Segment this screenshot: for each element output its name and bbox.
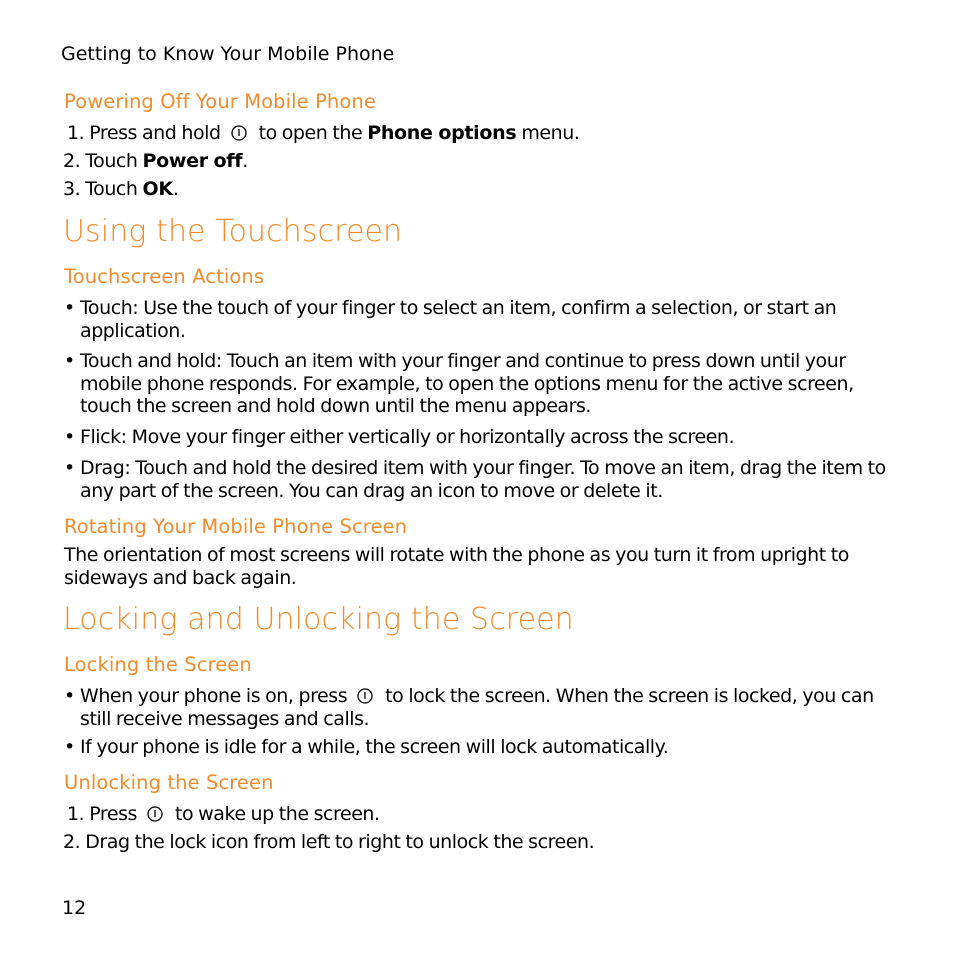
list-item xyxy=(64,457,894,502)
chapter-title-locking: Locking and Unlocking the Screen xyxy=(63,602,574,637)
bullet-text: When your phone is on, press xyxy=(80,685,348,707)
bullet-marker: • xyxy=(64,736,75,758)
bullet-marker: • xyxy=(64,297,75,319)
bullet-text-group xyxy=(80,685,894,730)
step-number: 1. xyxy=(67,122,85,144)
section-heading-unlocking: Unlocking the Screen xyxy=(64,771,274,794)
step-drag-lock-icon xyxy=(63,831,594,854)
bullet-marker: • xyxy=(64,685,75,707)
list-item xyxy=(64,426,894,449)
bullet-text: Flick: Move your finger either vertically or horizontally across the screen. xyxy=(80,426,735,448)
chapter-title-touchscreen: Using the Touchscreen xyxy=(63,214,403,249)
list-item xyxy=(64,736,894,759)
bullet-text: Drag: Touch and hold the desired item with your finger. To move an item, drag the item to any part of the screen. You can drag an icon to move or delete it. xyxy=(80,457,886,502)
bullet-text: to lock the screen. When the screen is locked, you can still receive messages and calls. xyxy=(80,685,874,730)
bullet-marker: • xyxy=(64,350,75,372)
section-heading-rotating: Rotating Your Mobile Phone Screen xyxy=(64,515,408,538)
bullet-text: If your phone is idle for a while, the screen will lock automatically. xyxy=(80,736,669,758)
power-key-icon xyxy=(356,687,374,705)
step-text: . xyxy=(172,178,179,200)
step-press-to-wake xyxy=(63,803,380,826)
bullet-marker: • xyxy=(64,426,75,448)
step-touch-ok xyxy=(63,178,178,201)
bullet-text: Touch and hold: Touch an item with your finger and continue to press down until your mobile phone responds. For example, to open the options menu for the active screen, touch the screen and hold down until the menu appears. xyxy=(80,350,854,417)
page-number: 12 xyxy=(62,897,87,919)
section-heading-touchscreen-actions: Touchscreen Actions xyxy=(64,265,265,288)
section-heading-powering-off: Powering Off Your Mobile Phone xyxy=(64,90,376,113)
list-item xyxy=(64,685,894,730)
power-key-icon xyxy=(146,805,164,823)
running-head: Getting to Know Your Mobile Phone xyxy=(61,43,395,65)
step-number: 1. xyxy=(67,803,85,825)
step-text: . xyxy=(242,150,248,172)
step-text: to open the xyxy=(258,122,363,144)
paragraph-rotating: The orientation of most screens will rotate with the phone as you turn it from upright to sideways and back again. xyxy=(64,544,849,589)
ui-term-power-off: Power off xyxy=(142,150,243,172)
step-text: Touch xyxy=(85,178,138,200)
step-touch-power-off xyxy=(63,150,248,173)
step-text: Press xyxy=(89,803,137,825)
section-heading-locking: Locking the Screen xyxy=(64,653,252,676)
list-item xyxy=(64,297,894,342)
step-text: Touch xyxy=(85,150,138,172)
step-text: menu. xyxy=(521,122,580,144)
step-text: Drag the lock icon from left to right to unlock the screen. xyxy=(85,831,595,853)
ui-term-ok: OK xyxy=(142,178,173,200)
step-text: Press and hold xyxy=(89,122,221,144)
bullet-marker: • xyxy=(64,457,75,479)
ui-term-phone-options: Phone options xyxy=(367,122,517,144)
power-key-icon xyxy=(230,124,248,142)
step-press-and-hold xyxy=(63,122,579,145)
bullet-text: Touch: Use the touch of your finger to select an item, confirm a selection, or start an application. xyxy=(80,297,837,342)
step-text: to wake up the screen. xyxy=(175,803,380,825)
list-item xyxy=(64,350,894,418)
step-number: 2. xyxy=(63,150,81,172)
step-number: 2. xyxy=(63,831,81,853)
step-number: 3. xyxy=(63,178,81,200)
